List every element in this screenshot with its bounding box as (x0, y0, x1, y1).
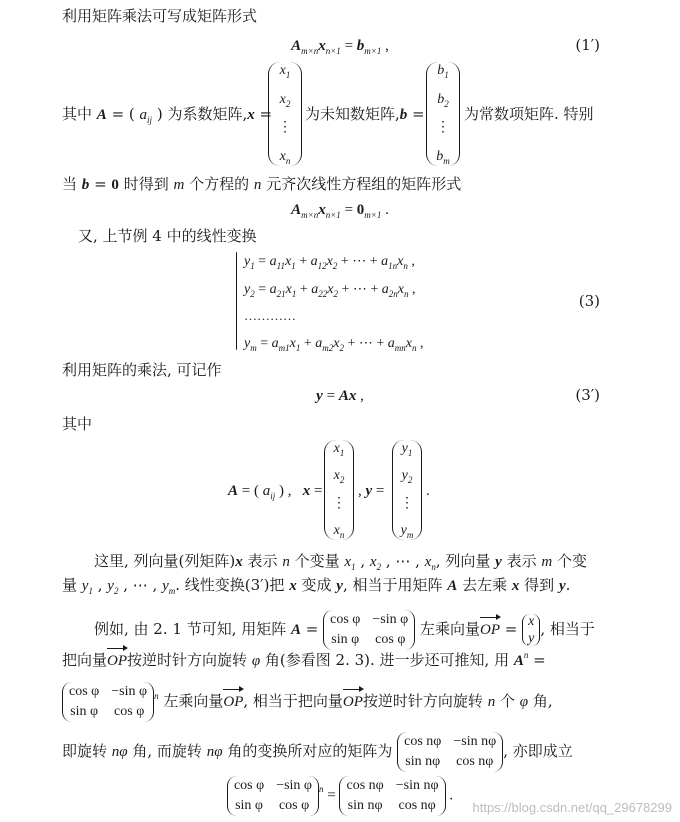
matrix-b: $b_1$ $b_2$ ⋮ $b_m$ (426, 62, 460, 166)
text-line: 其中 (62, 415, 93, 433)
text-line: 为常数项矩阵. 特别 (464, 105, 594, 123)
equation-number: (1′) (575, 36, 600, 54)
text-line: 把向量OP按逆时针方向旋转 φ 角(参看图 2. 3). 进一步还可推知, 用 $A^n$ = (62, 650, 546, 669)
rotation-matrix: cos φ −sin φ sin φ cos φ (323, 610, 415, 650)
text-line: 这里, 列向量(列矩阵)x 表示 n 个变量 $x_1$ , $x_2$ , ⋯ , $x_n$, 列向量 y 表示 m 个变 (94, 552, 588, 572)
matrix-y: $y_1$ $y_2$ ⋮ $y_m$ (392, 440, 422, 540)
text-line: 利用矩阵乘法可写成矩阵形式 (62, 7, 258, 25)
brace (236, 252, 237, 350)
watermark: https://blog.csdn.net/qq_29678299 (472, 800, 672, 815)
matrix-def-a: A = ( $a_{ij}$ ) , x = (228, 483, 323, 501)
text-line: 其中 A = ( $a_{ij}$ ) 为系数矩阵,x = (62, 105, 273, 125)
rotation-matrix-n: cos nφ −sin nφ sin nφ cos nφ (397, 732, 503, 772)
equation-row: $y_2 = a_{21}x_1 + a_{22}x_2$ + ⋯ + $a_{2n}x_n$ , (244, 282, 416, 299)
equation-number: (3) (578, 292, 600, 310)
equation-number: (3′) (575, 386, 600, 404)
period: . (426, 483, 430, 499)
equation-row: $y_1 = a_{11}x_1 + a_{12}x_2$ + ⋯ + $a_{1n}x_n$ , (244, 254, 415, 271)
equation-homogeneous: $A_{m\times n}x_{n\times 1} = 0_{m\times 1}$ . (291, 202, 389, 220)
matrix-x: $x_1$ $x_2$ ⋮ $x_n$ (268, 62, 302, 166)
equation-row-dots: ………… (244, 308, 296, 323)
text-line: 利用矩阵的乘法, 可记作 (62, 361, 222, 379)
text-line: 又, 上节例 4 中的线性变换 (78, 227, 257, 245)
text-line: cos φ −sin φ sin φ cos φ $^n$ 左乘向量OP, 相当于把向量OP按逆时针方向旋转 n 个 φ 角, (62, 682, 553, 722)
matrix-def-y: , y = (358, 483, 385, 499)
matrix-x: $x_1$ $x_2$ ⋮ $x_n$ (324, 440, 354, 540)
equation-3p: y = Ax , (316, 388, 364, 404)
equation-1p: $A_{m\times n}x_{n\times 1} = b_{m\times 1}$ , (291, 38, 389, 56)
text-line: 例如, 由 2. 1 节可知, 用矩阵 A = cos φ −sin φ sin φ cos φ 左乘向量OP = x y , 相当于 (94, 610, 595, 650)
equation-row: $y_m = a_{m1}x_1 + a_{m2}x_2$ + ⋯ + $a_{mn}x_n$ , (244, 336, 424, 353)
text-line: 即旋转 nφ 角, 而旋转 nφ 角的变换所对应的矩阵为 cos nφ −sin nφ sin nφ cos nφ , 亦即成立 (62, 732, 573, 772)
text-line: 量 $y_1$ , $y_2$ , ⋯ , $y_m$. 线性变换(3′)把 x 变成 y, 相当于用矩阵 A 去左乘 x 得到 y. (62, 576, 571, 596)
text-line: 为未知数矩阵,b = (305, 105, 425, 123)
equation-power: cos φ −sin φ sin φ cos φ $^n$ = cos nφ −sin nφ sin nφ cos nφ . (0, 776, 680, 816)
vector-xy: x y (522, 614, 540, 646)
text-line: 当 b = 0 时得到 m 个方程的 n 元齐次线性方程组的矩阵形式 (62, 175, 462, 193)
rotation-matrix: cos φ −sin φ sin φ cos φ (62, 682, 154, 722)
